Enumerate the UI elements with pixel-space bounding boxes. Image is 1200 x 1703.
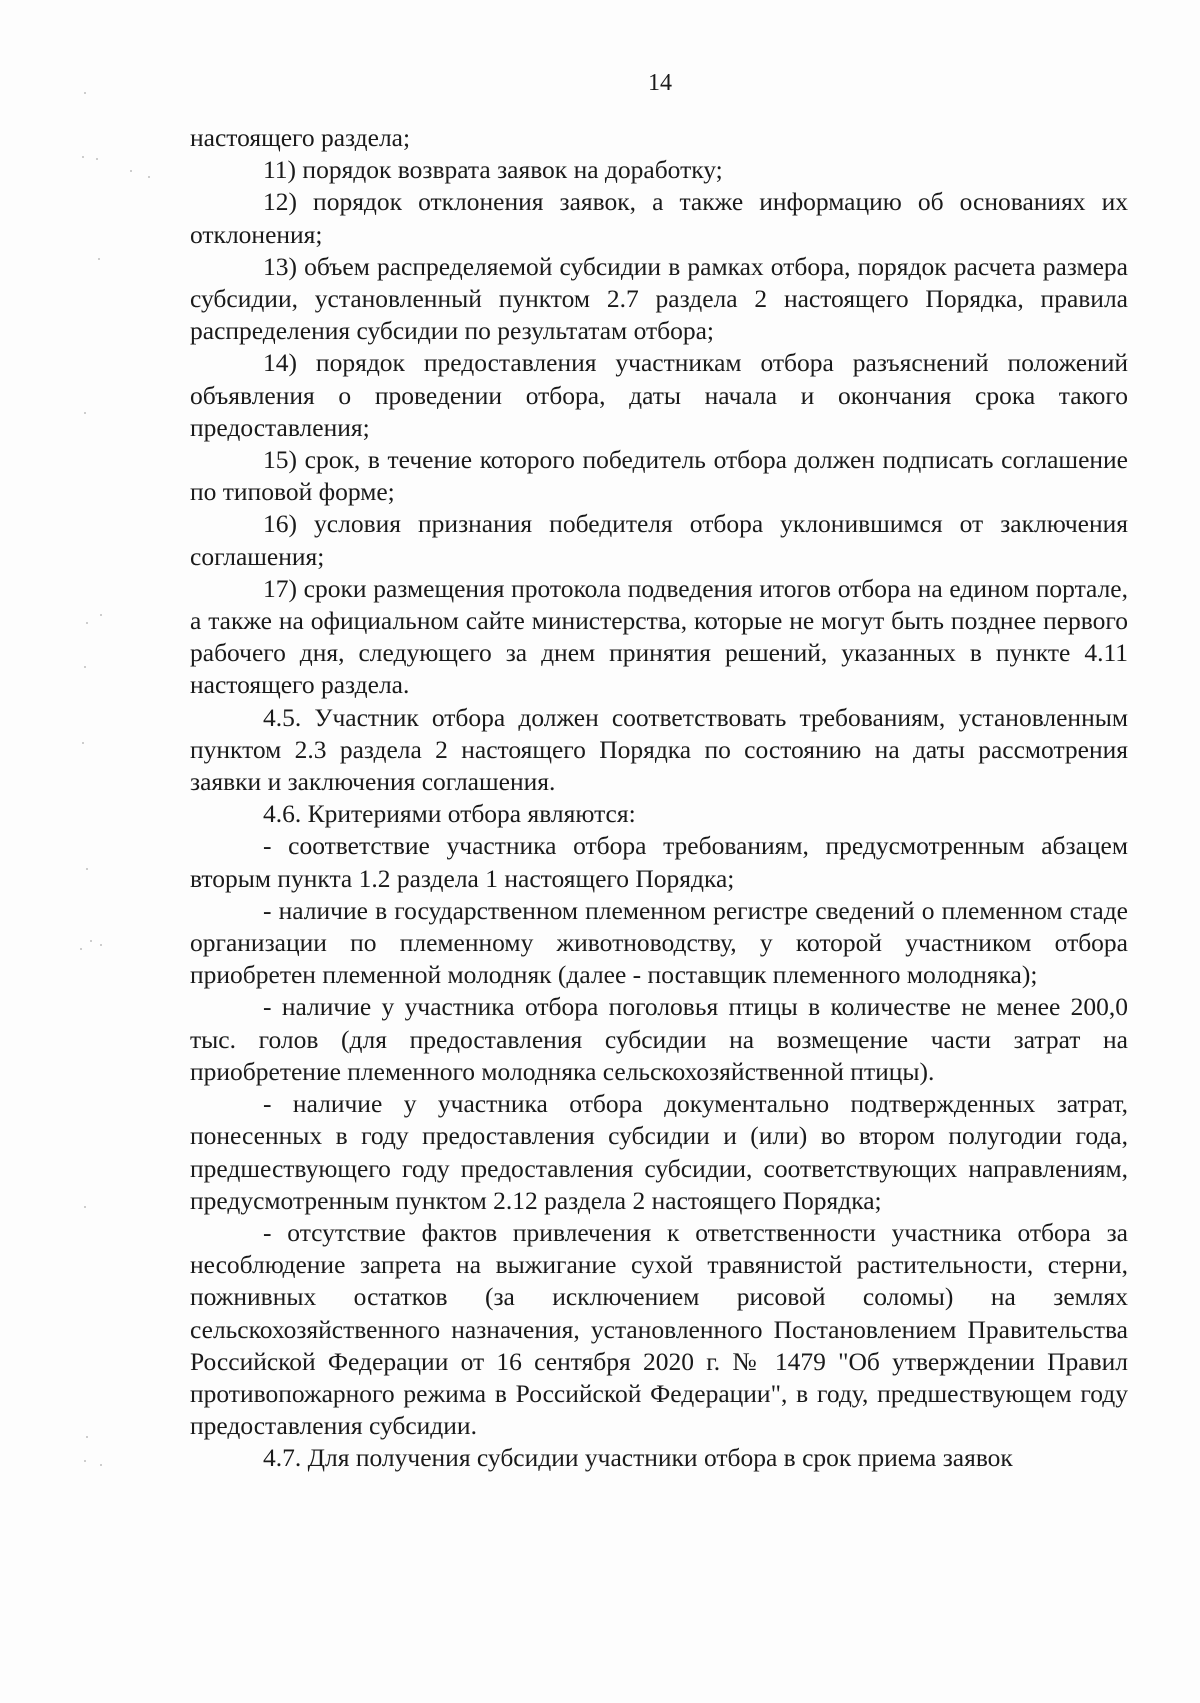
scan-speck bbox=[100, 614, 102, 616]
scan-speck bbox=[148, 176, 150, 178]
scan-speck bbox=[84, 1460, 86, 1462]
scan-speck bbox=[100, 1464, 102, 1466]
paragraph: 4.5. Участник отбора должен соответствовать требованиям, установленным пунктом 2.3 раздела 2 настоящего Порядка по состоянию на даты рассмотрения заявки и заключения соглашения. bbox=[190, 702, 1128, 797]
scan-speck bbox=[84, 412, 86, 414]
list-item: - соответствие участника отбора требованиям, предусмотренным абзацем вторым пункта 1.2 раздела 1 настоящего Порядка; bbox=[190, 831, 1128, 893]
scan-speck bbox=[80, 948, 82, 950]
paragraph: 11) порядок возврата заявок на доработку; bbox=[263, 155, 723, 185]
document-body bbox=[190, 122, 1128, 1475]
list-item: - наличие у участника отбора документально подтвержденных затрат, понесенных в году предоставления субсидии и (или) во втором полугодии года, предшествующего году предоставления субсидии, соответствующих направлениям, предусмотренным пунктом 2.12 раздела 2 настоящего Порядка; bbox=[190, 1089, 1128, 1215]
scan-speck bbox=[98, 258, 100, 260]
paragraph: 16) условия признания победителя отбора уклонившимся от заключения соглашения; bbox=[190, 509, 1128, 571]
scan-speck bbox=[82, 742, 84, 744]
page-number: 14 bbox=[648, 70, 672, 96]
scan-speck bbox=[84, 666, 86, 668]
scan-speck bbox=[90, 940, 92, 942]
scan-speck bbox=[100, 944, 102, 946]
scan-speck bbox=[96, 158, 98, 160]
list-item: - наличие у участника отбора поголовья птицы в количестве не менее 200,0 тыс. голов (для предоставления субсидии на возмещение части затрат на приобретение племенного молодняка сельскохозяйственной птицы). bbox=[190, 992, 1128, 1086]
paragraph: 4.6. Критериями отбора являются: bbox=[263, 799, 636, 829]
paragraph: 4.7. Для получения субсидии участники отбора в срок приема заявок bbox=[263, 1443, 1013, 1473]
paragraph: 13) объем распределяемой субсидии в рамках отбора, порядок расчета размера субсидии, установленный пунктом 2.7 раздела 2 настоящего Порядка, правила распределения субсидии по результатам отбора; bbox=[190, 251, 1128, 346]
scan-speck bbox=[86, 868, 88, 870]
scan-speck bbox=[86, 622, 88, 624]
paragraph: настоящего раздела; bbox=[190, 123, 411, 152]
list-item: - наличие в государственном племенном регистре сведений о племенном стаде организации по племенному животноводству, у которой участником отбора приобретен племенной молодняк (далее - поставщик племенного молодняка); bbox=[190, 895, 1128, 990]
paragraph: 17) сроки размещения протокола подведения итогов отбора на едином портале, а также на официальном сайте министерства, которые не могут быть позднее первого рабочего дня, следующего за днем принятия решений, указанных в пункте 4.11 настоящего раздела. bbox=[190, 573, 1128, 700]
scan-speck bbox=[84, 92, 86, 94]
list-item: - отсутствие фактов привлечения к ответственности участника отбора за несоблюдение запрета на выжигание сухой травянистой растительности, стерни, пожнивных остатков (за исключением рисовой соломы) на землях сельскохозяйственного назначения, установленного Постановлением Правительства Российской Федерации от 16 сентября 2020 г. № 1479 "Об утверждении Правил противопожарного режима в Российской Федерации", в году, предшествующем году предоставления субсидии. bbox=[190, 1217, 1128, 1441]
paragraph: 15) срок, в течение которого победитель отбора должен подписать соглашение по типовой форме; bbox=[190, 445, 1128, 507]
paragraph: 14) порядок предоставления участникам отбора разъяснений положений объявления о проведении отбора, даты начала и окончания срока такого предоставления; bbox=[190, 348, 1128, 442]
scan-speck bbox=[130, 170, 132, 172]
paragraph: 12) порядок отклонения заявок, а также информацию об основаниях их отклонения; bbox=[190, 187, 1128, 249]
scan-speck bbox=[82, 156, 84, 158]
scan-speck bbox=[86, 1436, 88, 1438]
scan-speck bbox=[84, 1206, 86, 1208]
